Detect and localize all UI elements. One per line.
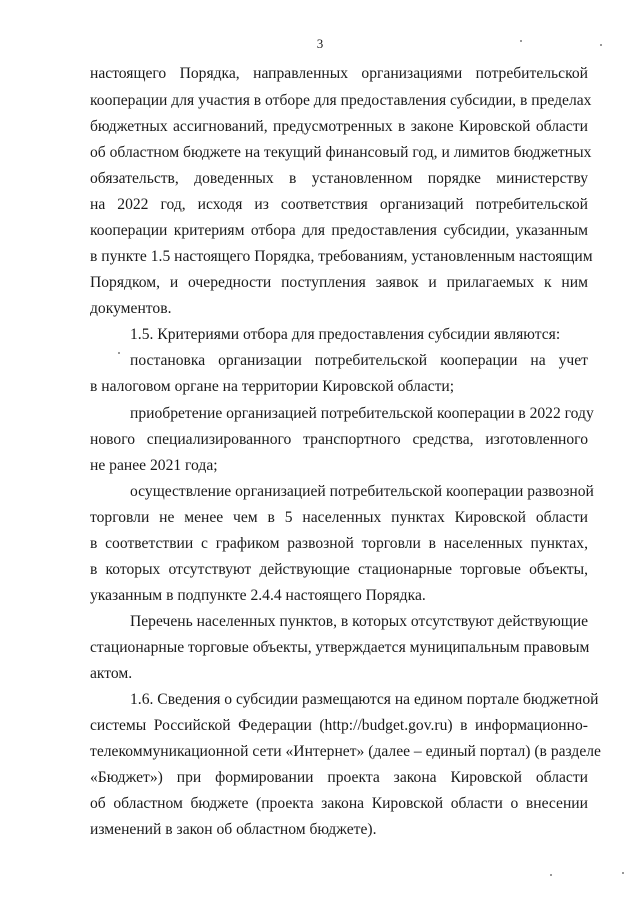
text-line: не ранее 2021 года; (90, 457, 218, 474)
text-line: на 2022 год, исходя из соответствия организаций потребительской (90, 196, 588, 213)
text-line: актом. (90, 665, 133, 682)
text-line: Порядком, и очередности поступления заявок и прилагаемых к ним (90, 274, 588, 291)
section-heading-1-5: 1.5. Критериями отбора для предоставления субсидии являются: (130, 326, 561, 343)
text-line: кооперации критериям отбора для предоставления субсидии, указанным (90, 222, 588, 239)
text-line: «Бюджет») при формировании проекта закона Кировской области (90, 769, 588, 786)
text-line: изменений в закон об областном бюджете). (90, 821, 377, 838)
page-number: 3 (316, 36, 324, 51)
text-line: нового специализированного транспортного средства, изготовленного (90, 431, 588, 448)
text-line: в пункте 1.5 настоящего Порядка, требованиям, установленным настоящим (90, 248, 593, 265)
text-line: Перечень населенных пунктов, в которых отсутствуют действующие (130, 613, 589, 630)
scan-speck (600, 44, 602, 46)
scan-speck (622, 872, 624, 874)
text-line: обязательств, доведенных в установленном порядке министерству (90, 170, 588, 187)
section-heading-1-6: 1.6. Сведения о субсидии размещаются на едином портале бюджетной (130, 691, 599, 708)
text-line: в которых отсутствуют действующие стационарные торговые объекты, (90, 561, 588, 578)
text-line: в соответствии с графиком развозной торговли в населенных пунктах, (90, 535, 588, 552)
text-line: торговли не менее чем в 5 населенных пунктах Кировской области (90, 509, 588, 526)
text-line: настоящего Порядка, направленных организациями потребительской (90, 65, 588, 82)
text-line: стационарные торговые объекты, утверждается муниципальным правовым (90, 639, 590, 656)
text-line: осуществление организацией потребительской кооперации развозной (130, 483, 594, 500)
text-line: документов. (90, 300, 172, 317)
text-line: об областном бюджете (проекта закона Кировской области о внесении (90, 795, 588, 812)
scan-speck (118, 352, 120, 354)
text-line: в налоговом органе на территории Кировской области; (90, 378, 455, 395)
text-line: об областном бюджете на текущий финансовый год, и лимитов бюджетных (90, 144, 592, 161)
text-line: кооперации для участия в отборе для предоставления субсидии, в пределах (90, 92, 592, 109)
scan-speck (520, 40, 522, 42)
text-line: телекоммуникационной сети «Интернет» (далее – единый портал) (в разделе (90, 743, 601, 760)
text-line: бюджетных ассигнований, предусмотренных в законе Кировской области (90, 118, 588, 135)
text-line: системы Российской Федерации (http://budget.gov.ru) в информационно- (90, 717, 588, 734)
text-line: постановка организации потребительской кооперации на учет (130, 352, 588, 369)
scan-speck (550, 874, 552, 876)
text-line: указанным в подпункте 2.4.4 настоящего Порядка. (90, 587, 426, 604)
text-line: приобретение организацией потребительской кооперации в 2022 году (130, 405, 594, 422)
